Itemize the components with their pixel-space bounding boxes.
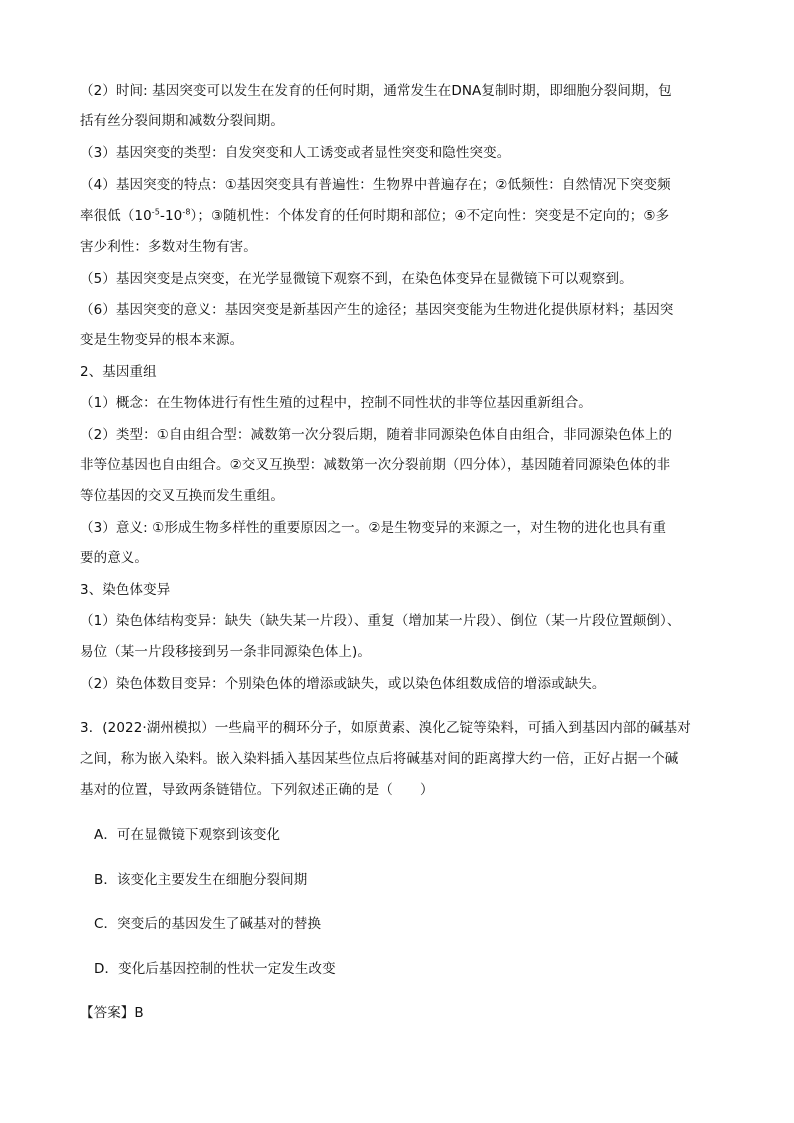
paragraph-features-line-3: 害少利性：多数对生物有害。 [80,239,257,255]
paragraph-numerical-variation: （2）染色体数目变异：个别染色体的增添或缺失，或以染色体组数成倍的增添或缺失。 [80,676,606,692]
section-title-chromosome-variation: 3、染色体变异 [80,582,171,598]
answer-label: 【答案】 [80,1005,135,1021]
option-c: C．突变后的基因发生了碱基对的替换 [94,916,322,932]
option-b: B．该变化主要发生在细胞分裂间期 [94,872,308,888]
option-d: D．变化后基因控制的性状一定发生改变 [94,961,336,977]
paragraph-features-line-1: （4）基因突变的特点：①基因突变具有普遍性：生物界中普遍存在；②低频性：自然情况下突变频 [80,177,671,193]
paragraph-time-line-2: 括有丝分裂间期和减数分裂间期。 [80,113,284,129]
option-a: A．可在显微镜下观察到该变化 [94,827,281,843]
paragraph-recombination-types-line-2: 非等位基因也自由组合。②交叉互换型：减数第一次分裂前期（四分体），基因随着同源染色体的非 [80,457,671,473]
paragraph-recombination-meaning-line-2: 要的意义。 [80,550,148,566]
paragraph-recombination-concept: （1）概念：在生物体进行有性生殖的过程中，控制不同性状的非等位基因重新组合。 [80,395,592,411]
paragraph-mutation-types: （3）基因突变的类型：自发突变和人工诱变或者显性突变和隐性突变。 [80,145,511,161]
answer-value: B [134,1005,144,1021]
answer-line [80,1004,730,1022]
question-stem-line-2: 之间，称为嵌入染料。嵌入染料插入基因某些位点后将碱基对间的距离撑大约一倍，正好占据一个碱 [80,751,679,767]
paragraph-recombination-types-line-1: （2）类型：①自由组合型：减数第一次分裂后期，随着非同源染色体自由组合，非同源染色体上的 [80,427,673,443]
paragraph-recombination-types-line-3: 等位基因的交叉互换而发生重组。 [80,488,284,504]
paragraph-significance-line-2: 变是生物变异的根本来源。 [80,332,244,348]
paragraph-significance-line-1: （6）基因突变的意义：基因突变是新基因产生的途径；基因突变能为生物进化提供原材料；基因突 [80,302,674,318]
question-stem-line-1: 3．(2022·湖州模拟）一些扁平的稠环分子，如原黄素、溴化乙锭等染料，可插入到基因内部的碱基对 [80,720,691,736]
paragraph-features-line-2: 率很低$(10^{-5}-10^{-8})$；③随机性：个体发育的任何时期和部位；④不定向性：突变是不定向的；⑤多 [80,207,670,224]
section-title-recombination: 2、基因重组 [80,364,157,380]
question-stem-line-3: 基对的位置，导致两条链错位。下列叙述正确的是（ ） [80,782,434,798]
paragraph-recombination-meaning-line-1: （3）意义: ①形成生物多样性的重要原因之一。②是生物变异的来源之一，对生物的进化也具有重 [80,520,667,536]
paragraph-structural-variation-line-2: 易位（某一片段移接到另一条非同源染色体上)。 [80,644,371,660]
paragraph-time-line-1: （2）时间: 基因突变可以发生在发育的任何时期，通常发生在DNA复制时期，即细胞分裂间期，包 [80,83,672,99]
paragraph-point-mutation: （5）基因突变是点突变，在光学显微镜下观察不到，在染色体变异在显微镜下可以观察到。 [80,271,633,287]
paragraph-structural-variation-line-1: （1）染色体结构变异：缺失（缺失某一片段）、重复（增加某一片段）、倒位（某一片段位置颠倒）、 [80,613,681,629]
